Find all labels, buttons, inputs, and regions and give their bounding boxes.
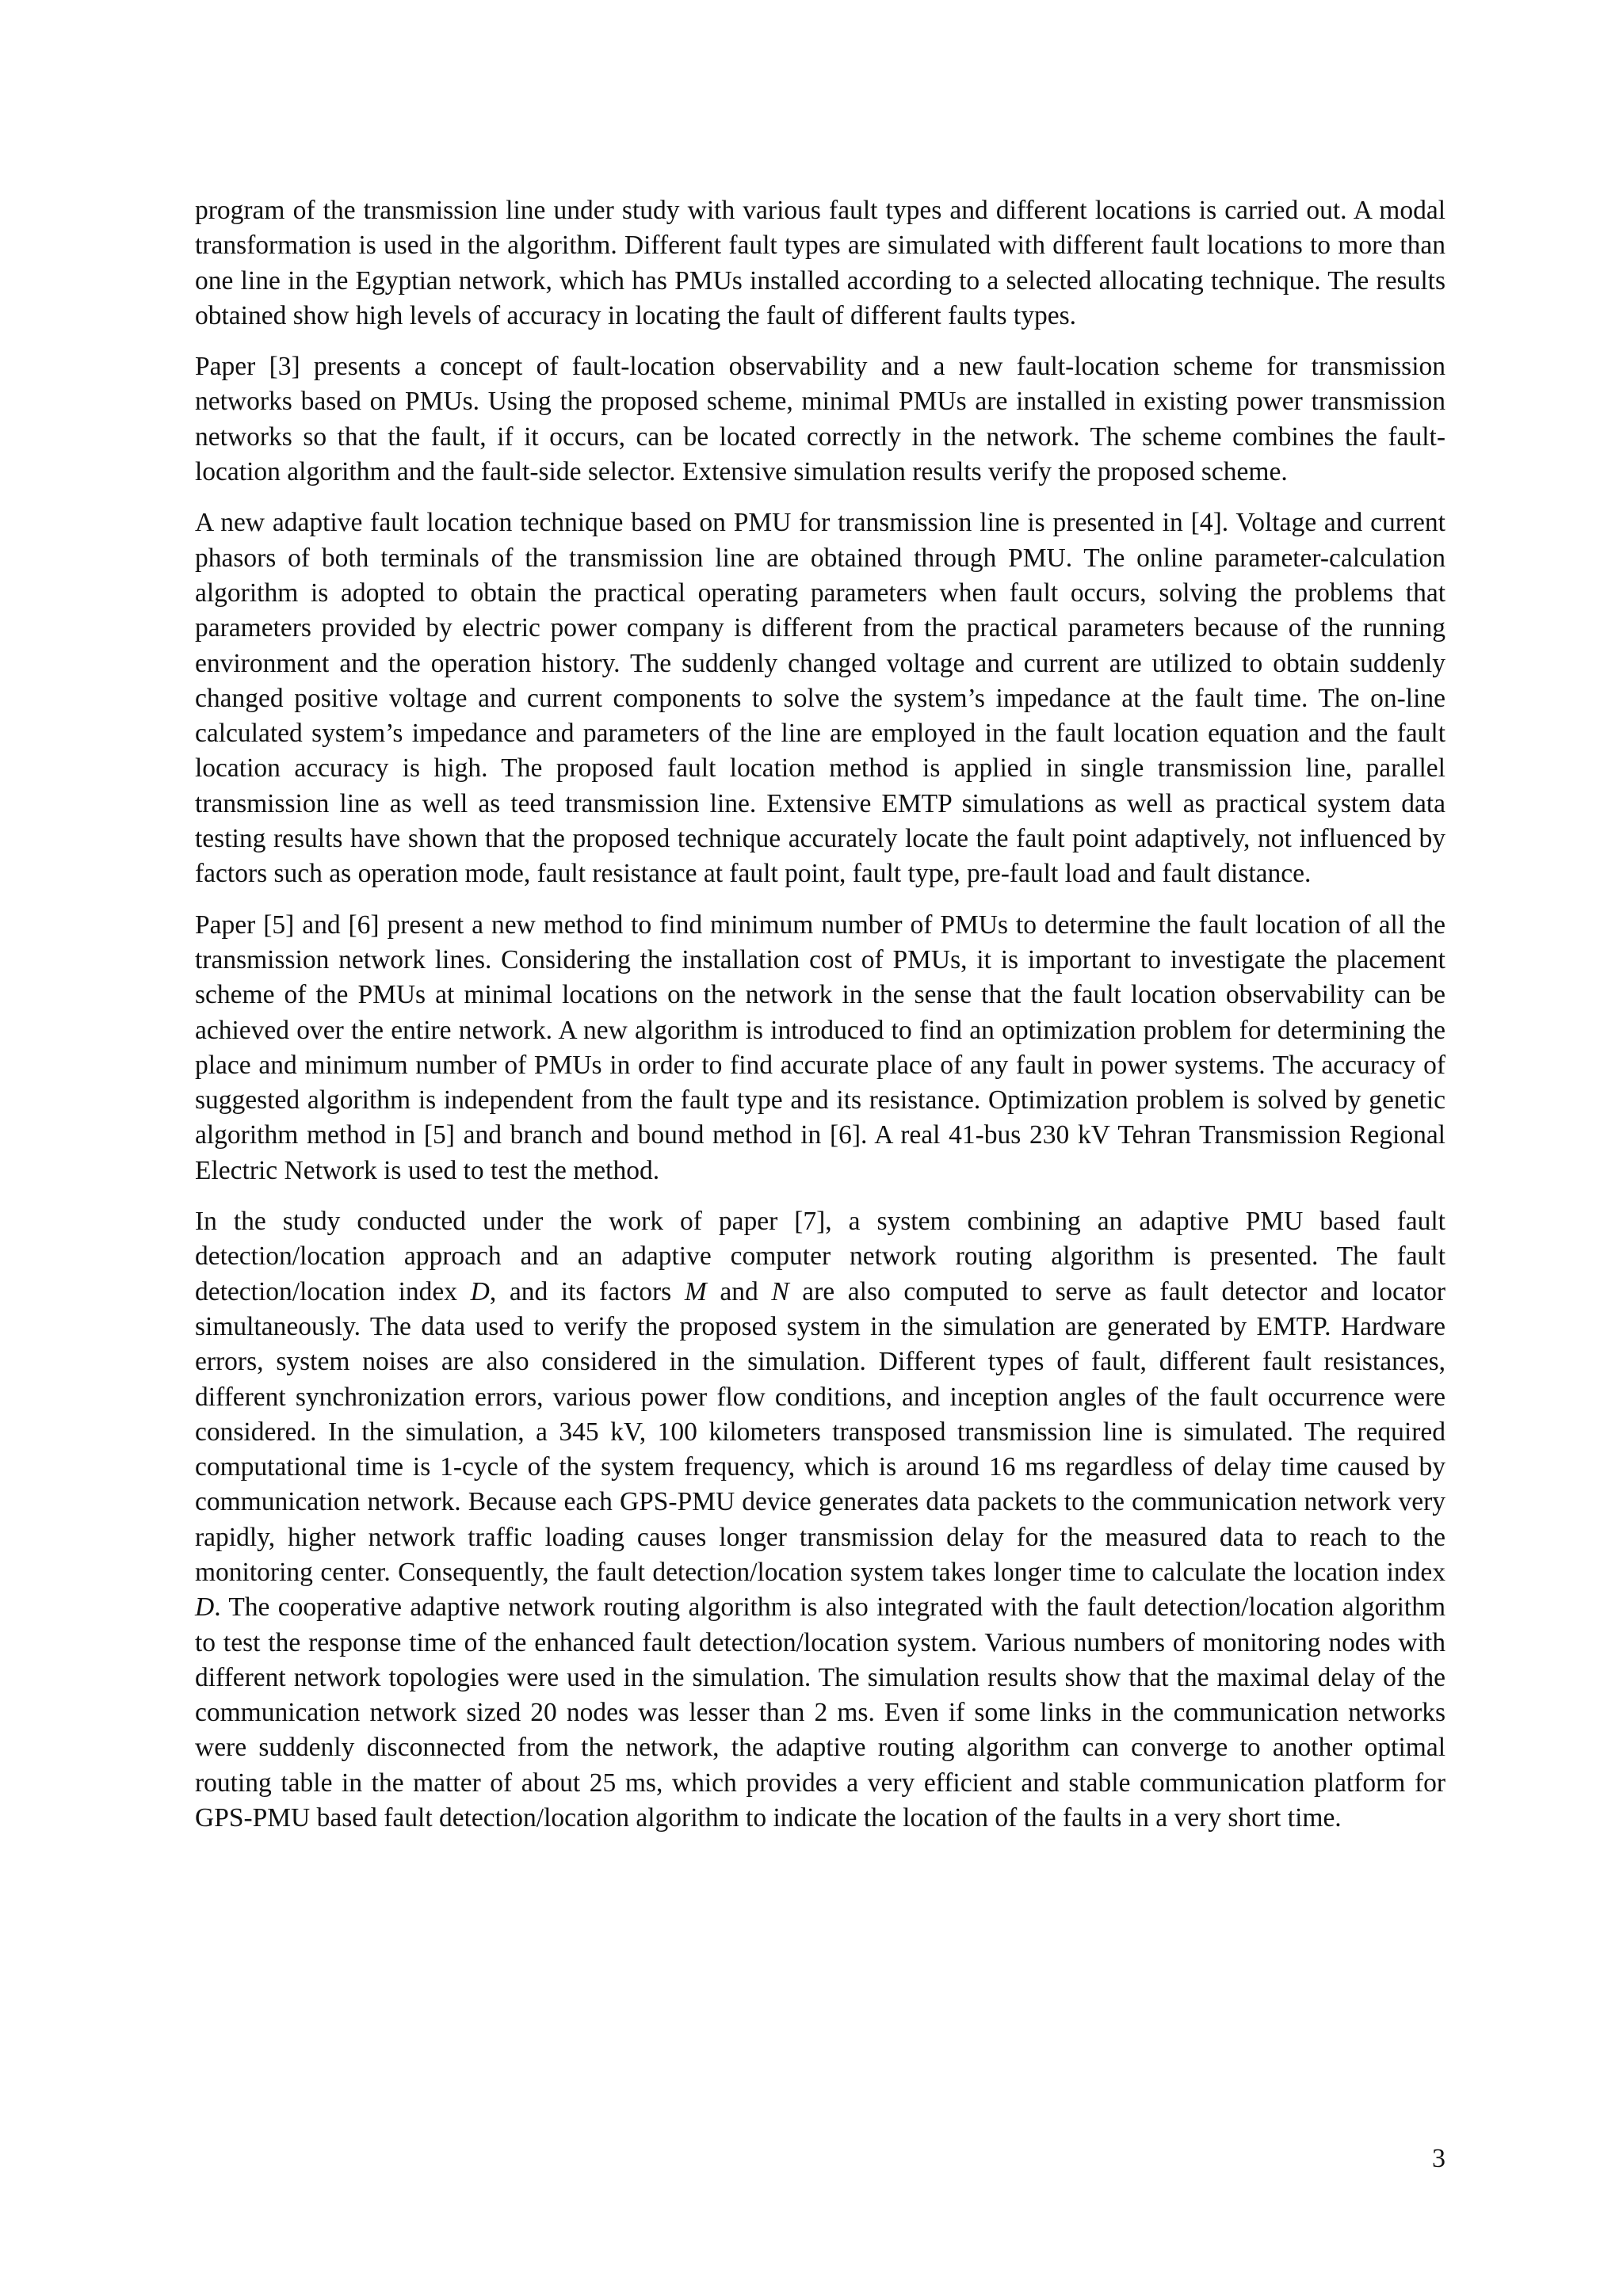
paragraph-3 (195, 505, 1445, 891)
italic-symbol: N (771, 1276, 789, 1306)
italic-symbol: M (684, 1276, 707, 1306)
paragraph-4 (195, 908, 1445, 1188)
text-run: are also computed to serve as fault detector and locator simultaneously. The data used to verify the proposed system in the simulation are generated by EMTP. Hardware errors, system noises are also considered in the simulation. Different types of fault, different fault resistances, different synchronization errors, various power flow conditions, and inception angles of the fault occurrence were considered. In the simulation, a 345 kV, 100 kilometers transposed transmission line is simulated. The required computational time is 1-cycle of the system frequency, which is around 16 ms regardless of delay time caused by communication network. Because each GPS-PMU device generates data packets to the communication network very rapidly, higher network traffic loading causes longer transmission delay for the measured data to reach to the monitoring center. Consequently, the fault detection/location system takes longer time to calculate the location index (195, 1276, 1445, 1587)
text-run: A new adaptive fault location technique based on PMU for transmission line is presented in [4]. Voltage and current phasors of both terminals of the transmission line are obtained through PMU. The online parameter-calculation algorithm is adopted to obtain the practical operating parameters when fault occurs, solving the problems that parameters provided by electric power company is different from the practical parameters because of the running environment and the operation history. The suddenly changed voltage and current are utilized to obtain suddenly changed positive voltage and current components to solve the system’s impedance at the fault time. The on-line calculated system’s impedance and parameters of the line are employed in the fault location equation and the fault location accuracy is high. The proposed fault location method is applied in single transmission line, parallel transmission line as well as teed transmission line. Extensive EMTP simulations as well as practical system data testing results have shown that the proposed technique accurately locate the fault point adaptively, not influenced by factors such as operation mode, fault resistance at fault point, fault type, pre-fault load and fault distance. (195, 508, 1445, 889)
text-run: and (706, 1276, 772, 1306)
italic-symbol: D (195, 1592, 215, 1623)
text-run: Paper [3] presents a concept of fault-location observability and a new fault-location scheme for transmission networks based on PMUs. Using the proposed scheme, minimal PMUs are installed in existing power transmission networks so that the fault, if it occurs, can be located correctly in the network. The scheme combines the fault-location algorithm and the fault-side selector. Extensive simulation results verify the proposed scheme. (195, 352, 1445, 487)
text-run: In the study conducted under the work of paper [7], a system combining an adaptive PMU based fault detection/location approach and an adaptive computer network routing algorithm is presented. The fault detection/location index (195, 1207, 1445, 1306)
page-number: 3 (1432, 2144, 1445, 2173)
paragraph-5 (195, 1204, 1445, 1836)
text-run: , and its factors (489, 1276, 685, 1306)
paragraph-1 (195, 193, 1445, 334)
text-run: . The cooperative adaptive network routing algorithm is also integrated with the fault detection/location algorithm to test the response time of the enhanced fault detection/location system. Various numbers of monitoring nodes with different network topologies were used in the simulation. The simulation results show that the maximal delay of the communication network sized 20 nodes was lesser than 2 ms. Even if some links in the communication networks were suddenly disconnected from the network, the adaptive routing algorithm can converge to another optimal routing table in the matter of about 25 ms, which provides a very efficient and stable communication platform for GPS-PMU based fault detection/location algorithm to indicate the location of the faults in a very short time. (195, 1592, 1445, 1833)
text-run: Paper [5] and [6] present a new method to find minimum number of PMUs to determine the fault location of all the transmission network lines. Considering the installation cost of PMUs, it is important to investigate the placement scheme of the PMUs at minimal locations on the network in the sense that the fault location observability can be achieved over the entire network. A new algorithm is introduced to find an optimization problem for determining the place and minimum number of PMUs in order to find accurate place of any fault in power systems. The accuracy of suggested algorithm is independent from the fault type and its resistance. Optimization problem is solved by genetic algorithm method in [5] and branch and bound method in [6]. A real 41-bus 230 kV Tehran Transmission Regional Electric Network is used to test the method. (195, 910, 1445, 1185)
text-run: program of the transmission line under study with various fault types and different locations is carried out. A modal transformation is used in the algorithm. Different fault types are simulated with different fault locations to more than one line in the Egyptian network, which has PMUs installed according to a selected allocating technique. The results obtained show high levels of accuracy in locating the fault of different faults types. (195, 196, 1445, 330)
italic-symbol: D (470, 1276, 490, 1306)
page-body (195, 193, 1445, 1852)
paragraph-2 (195, 349, 1445, 490)
